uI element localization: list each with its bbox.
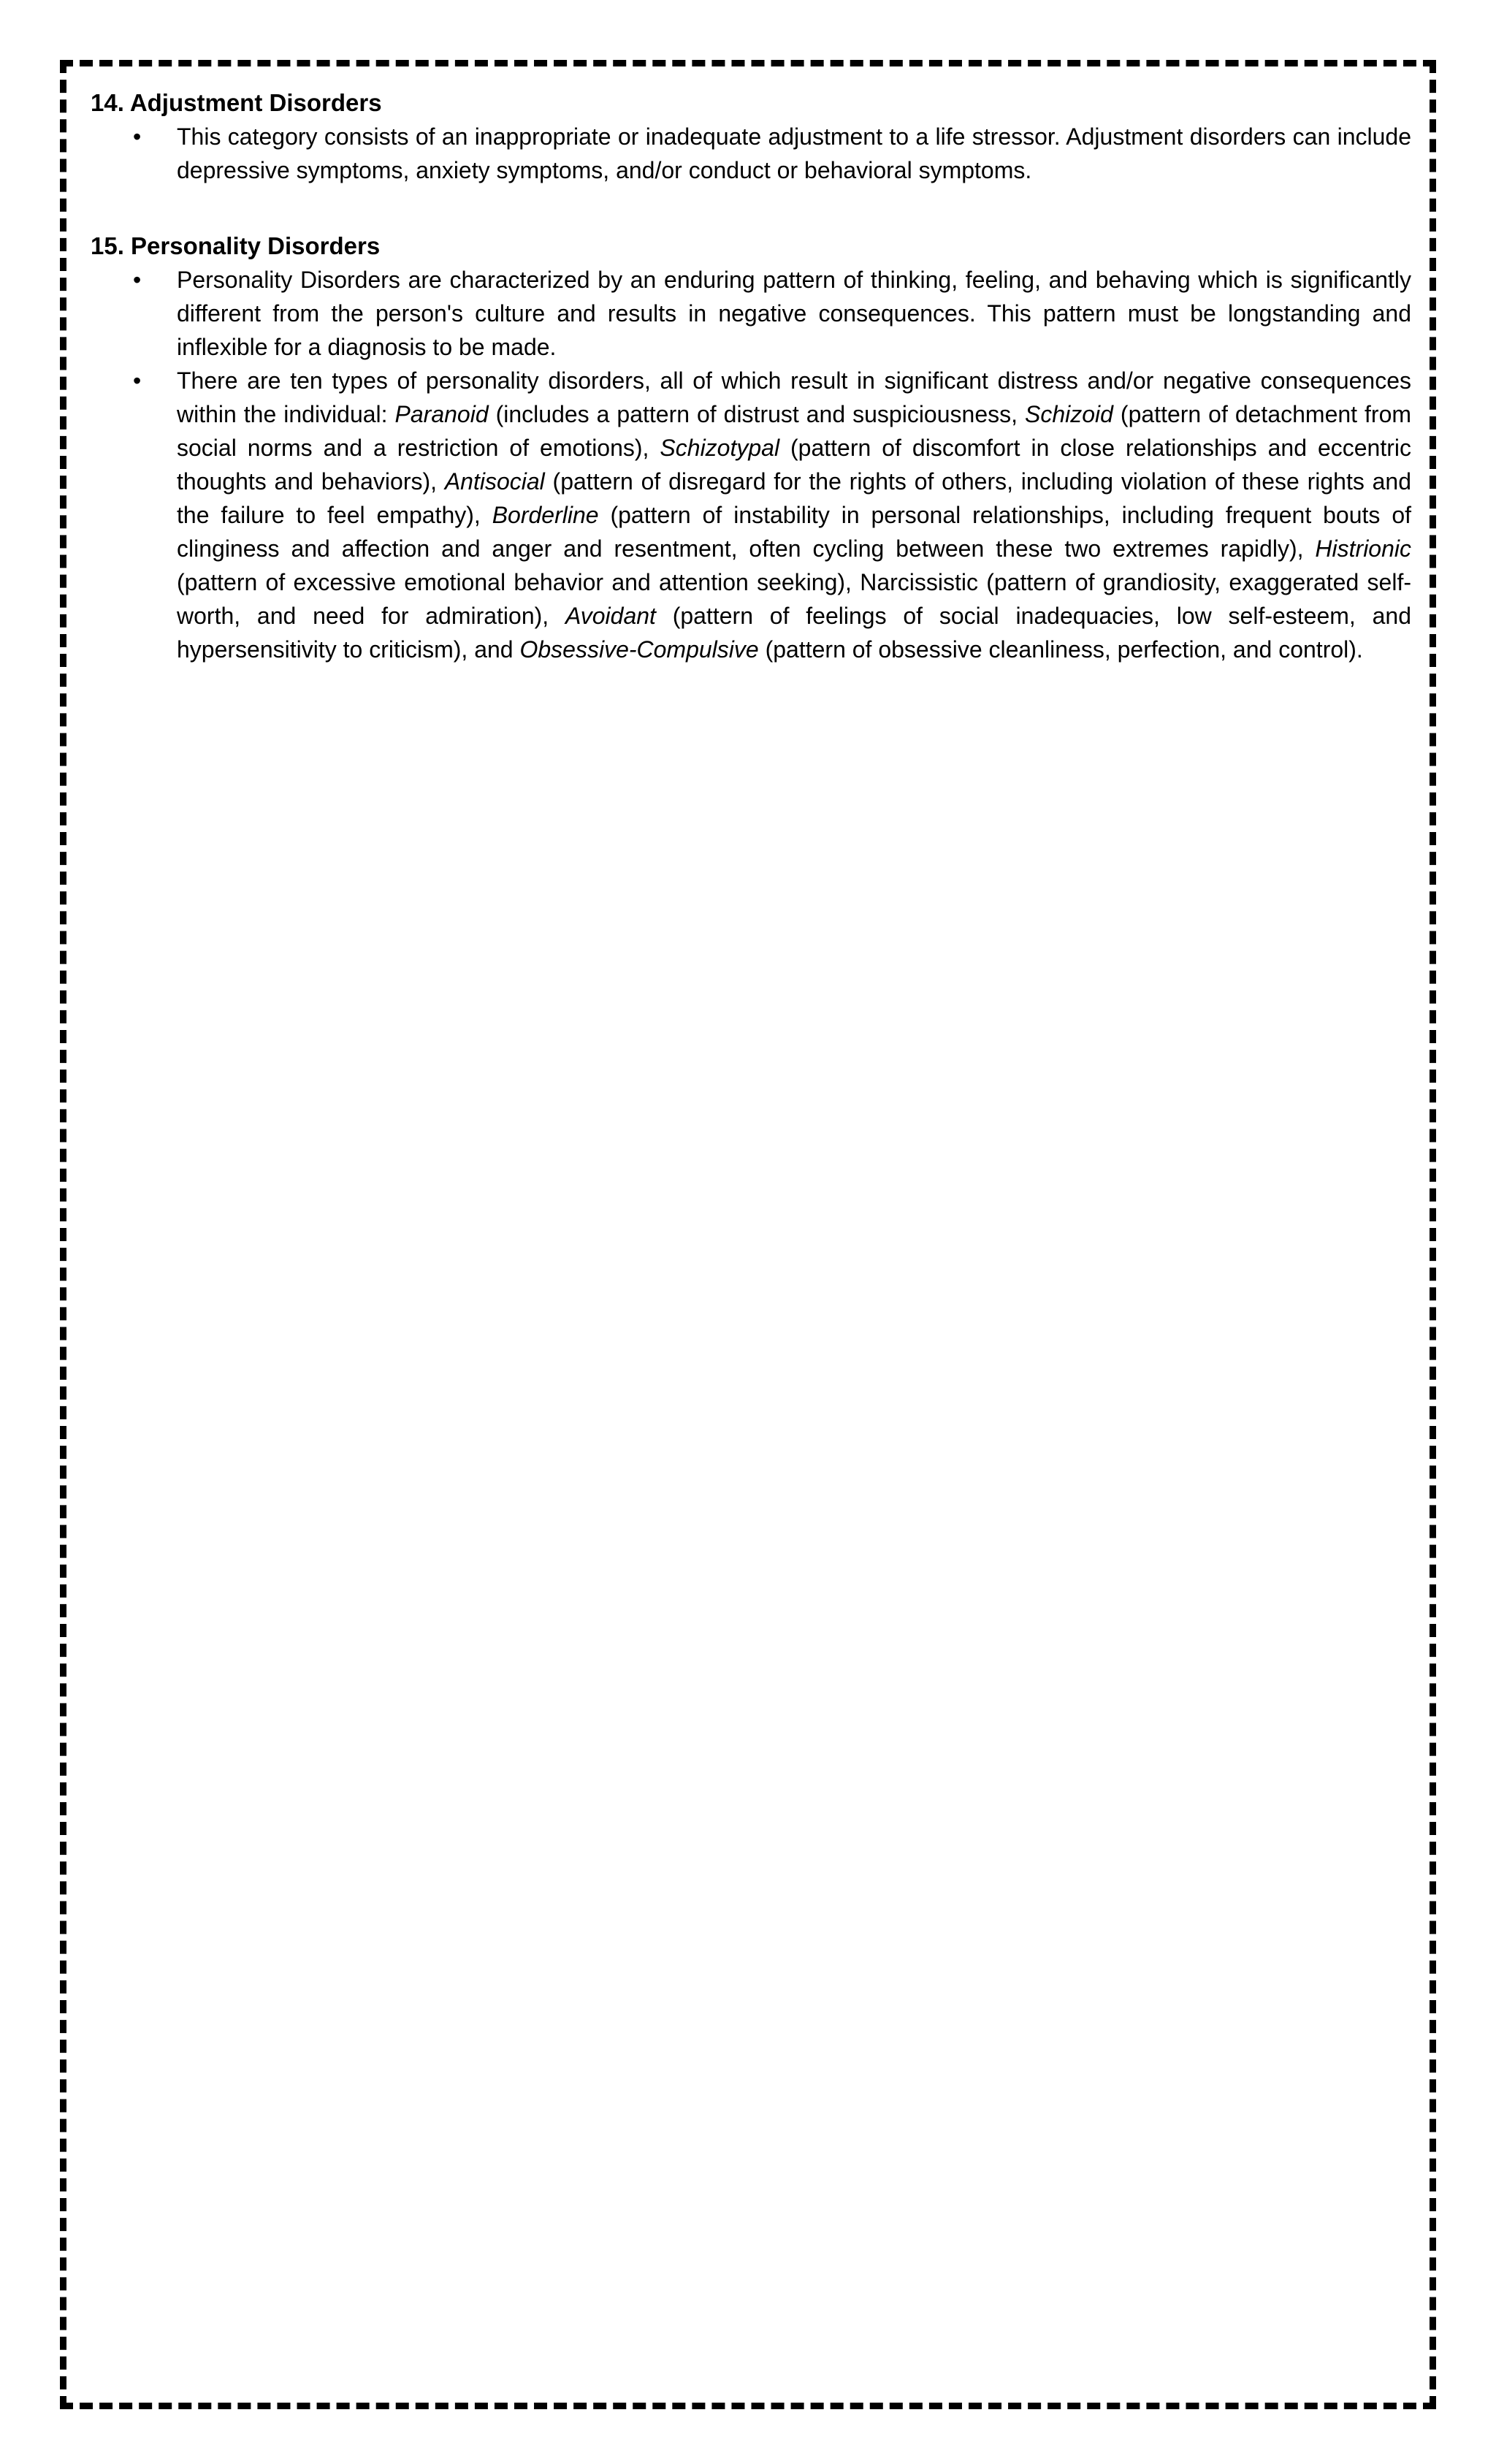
list-item-text: This category consists of an inappropriate or inadequate adjustment to a life stressor. Adjustment disorders can include depressive symptoms, anxiety symptoms, and/or conduct or behavioral symptoms. bbox=[177, 123, 1411, 183]
disorder-term-schizotypal: Schizotypal bbox=[660, 435, 780, 461]
section-adjustment-disorders bbox=[91, 86, 1411, 187]
section-personality-disorders bbox=[91, 229, 1411, 666]
text-run: (pattern of obsessive cleanliness, perfection, and control). bbox=[758, 636, 1363, 663]
text-run: (pattern of feelings of social inadequacies, low self-esteem, and hypersensitivity to criticism), and bbox=[177, 603, 1412, 663]
list-item-text: Personality Disorders are characterized by an enduring pattern of thinking, feeling, and behaving which is significantly different from the person's culture and results in negative consequences. This pattern must be longstanding and inflexible for a diagnosis to be made. bbox=[177, 267, 1411, 360]
text-run: (pattern of excessive emotional behavior and attention seeking), Narcissistic (pattern of grandiosity, exaggerated self-worth, and need for admiration), bbox=[177, 569, 1411, 629]
text-run: (includes a pattern of distrust and suspiciousness, bbox=[488, 401, 1025, 427]
disorder-term-avoidant: Avoidant bbox=[565, 603, 656, 629]
bullet-icon: • bbox=[133, 367, 142, 394]
bullet-list bbox=[91, 120, 1411, 187]
section-heading: 14. Adjustment Disorders bbox=[91, 89, 382, 116]
bullet-icon: • bbox=[133, 267, 142, 293]
list-item bbox=[91, 263, 1411, 364]
text-run: There are ten types of personality disorders, all of which result in significant distress and/or negative consequences within the individual: bbox=[177, 367, 1411, 427]
text-run: (pattern of detachment from social norms and a restriction of emotions), bbox=[177, 401, 1412, 461]
text-run: (pattern of instability in personal relationships, including frequent bouts of clinginess and affection and anger and resentment, often cycling between these two extremes rapidly), bbox=[177, 502, 1411, 562]
text-run: (pattern of discomfort in close relationships and eccentric thoughts and behaviors), bbox=[177, 435, 1412, 495]
text-run: (pattern of disregard for the rights of others, including violation of these rights and the failure to feel empathy), bbox=[177, 468, 1412, 528]
disorder-term-schizoid: Schizoid bbox=[1025, 401, 1113, 427]
disorder-term-antisocial: Antisocial bbox=[444, 468, 545, 495]
disorder-term-obsessive-compulsive: Obsessive-Compulsive bbox=[519, 636, 759, 663]
disorder-term-histrionic: Histrionic bbox=[1315, 535, 1411, 562]
disorder-term-borderline: Borderline bbox=[492, 502, 599, 528]
document-body bbox=[91, 86, 1411, 709]
section-heading: 15. Personality Disorders bbox=[91, 232, 381, 259]
list-item-text bbox=[177, 367, 1411, 663]
disorder-term-paranoid: Paranoid bbox=[394, 401, 489, 427]
bullet-icon: • bbox=[133, 123, 142, 150]
list-item bbox=[91, 120, 1411, 187]
bullet-list bbox=[91, 263, 1411, 666]
list-item bbox=[91, 364, 1411, 666]
